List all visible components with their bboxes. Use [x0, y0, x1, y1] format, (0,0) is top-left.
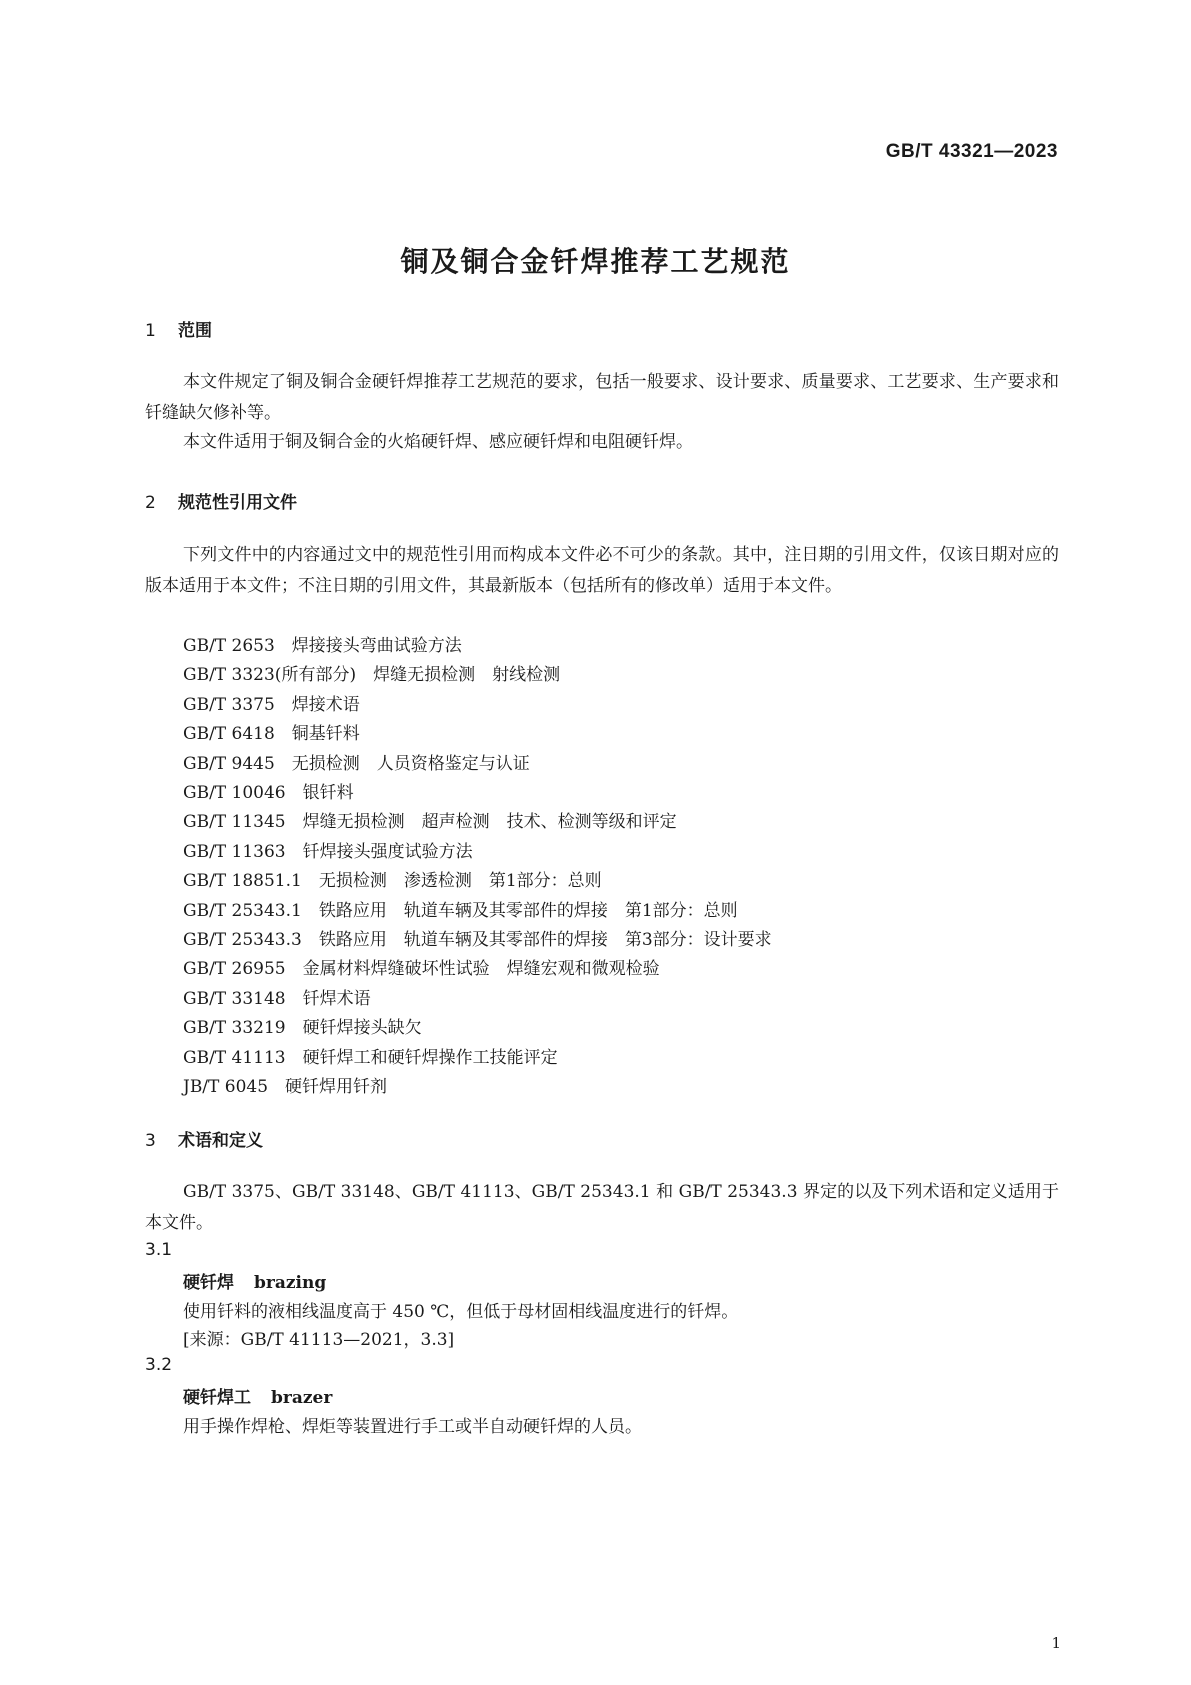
term-source: [来源：GB/T 41113—2021，3.3] — [183, 1330, 455, 1350]
reference-item: GB/T 18851.1 无损检测 渗透检测 第1部分：总则 — [183, 871, 602, 892]
term-zh: 硬钎焊工 — [183, 1388, 251, 1408]
section-2-number: 2 — [145, 493, 156, 513]
scope-paragraph-2: 本文件适用于铜及铜合金的火焰硬钎焊、感应硬钎焊和电阻硬钎焊。 — [183, 432, 693, 452]
term-zh: 硬钎焊 — [183, 1273, 234, 1293]
term-entry — [183, 1268, 326, 1293]
clause-number: 3.1 — [145, 1240, 173, 1260]
term-en: brazing — [254, 1273, 327, 1293]
document-title: 铜及铜合金钎焊推荐工艺规范 — [400, 245, 791, 278]
term-en: brazer — [271, 1388, 333, 1408]
section-1-title: 范围 — [178, 321, 212, 341]
section-1-heading — [145, 316, 212, 341]
section-2-title: 规范性引用文件 — [178, 493, 297, 513]
reference-item: GB/T 41113 硬钎焊工和硬钎焊操作工技能评定 — [183, 1047, 558, 1068]
scope-paragraph-1: 本文件规定了铜及铜合金硬钎焊推荐工艺规范的要求，包括一般要求、设计要求、质量要求、工艺要求、生产要求和钎缝缺欠修补等。 — [145, 372, 1059, 423]
reference-item: GB/T 26955 金属材料焊缝破坏性试验 焊缝宏观和微观检验 — [183, 959, 660, 980]
reference-item: GB/T 3323(所有部分) 焊缝无损检测 射线检测 — [183, 665, 561, 686]
section-3-title: 术语和定义 — [178, 1131, 263, 1151]
reference-item: GB/T 11363 钎焊接头强度试验方法 — [183, 841, 473, 862]
reference-item: GB/T 6418 铜基钎料 — [183, 724, 360, 745]
reference-list — [183, 632, 772, 1103]
reference-item: GB/T 11345 焊缝无损检测 超声检测 技术、检测等级和评定 — [183, 812, 677, 833]
terms-intro: GB/T 3375、GB/T 33148、GB/T 41113、GB/T 25343.1 和 GB/T 25343.3 界定的以及下列术语和定义适用于本文件。 — [145, 1182, 1059, 1233]
section-3-heading — [145, 1126, 263, 1151]
term-entry — [183, 1383, 332, 1408]
reference-item: GB/T 9445 无损检测 人员资格鉴定与认证 — [183, 753, 530, 774]
term-definition: 用手操作焊枪、焊炬等装置进行手工或半自动硬钎焊的人员。 — [183, 1417, 642, 1437]
references-intro: 下列文件中的内容通过文中的规范性引用而构成本文件必不可少的条款。其中，注日期的引用文件，仅该日期对应的版本适用于本文件；不注日期的引用文件，其最新版本（包括所有的修改单）适用于本文件。 — [145, 545, 1059, 596]
reference-item: GB/T 25343.3 铁路应用 轨道车辆及其零部件的焊接 第3部分：设计要求 — [183, 930, 772, 951]
reference-item: GB/T 33219 硬钎焊接头缺欠 — [183, 1018, 422, 1039]
page-number: 1 — [1051, 1634, 1061, 1652]
term-definition: 使用钎料的液相线温度高于 450 ℃，但低于母材固相线温度进行的钎焊。 — [183, 1302, 739, 1322]
reference-item: GB/T 2653 焊接接头弯曲试验方法 — [183, 636, 462, 656]
section-2-heading — [145, 488, 297, 513]
reference-item: GB/T 25343.1 铁路应用 轨道车辆及其零部件的焊接 第1部分：总则 — [183, 900, 738, 921]
section-3-number: 3 — [145, 1131, 156, 1151]
reference-item: JB/T 6045 硬钎焊用钎剂 — [183, 1077, 388, 1098]
reference-item: GB/T 10046 银钎料 — [183, 783, 354, 804]
standard-number: GB/T 43321—2023 — [885, 141, 1058, 162]
clause-number: 3.2 — [145, 1355, 173, 1375]
reference-item: GB/T 3375 焊接术语 — [183, 694, 360, 715]
section-1-number: 1 — [145, 321, 156, 341]
reference-item: GB/T 33148 钎焊术语 — [183, 988, 371, 1009]
